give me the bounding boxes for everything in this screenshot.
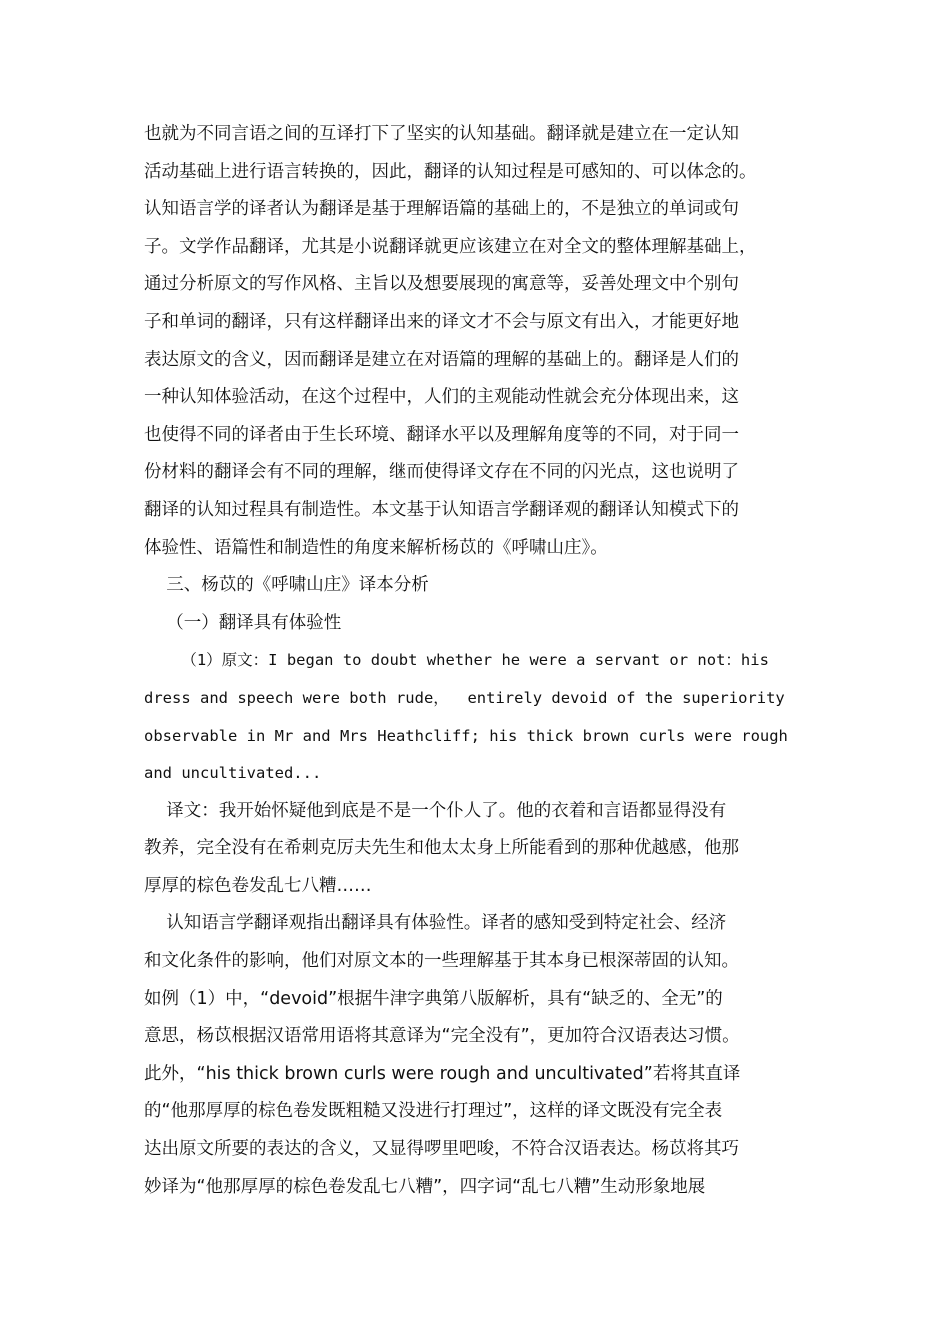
text-line: 如例（1）中，“devoid”根据牛津字典第八版解析，具有“缺乏的、全无”的	[144, 988, 723, 1009]
text-line: 一种认知体验活动，在这个过程中，人们的主观能动性就会充分体现出来，这	[144, 387, 739, 408]
document-page	[144, 116, 812, 1206]
example-translation-line: 教养，完全没有在希刺克厉夫先生和他太太身上所能看到的那种优越感，他那	[144, 838, 739, 859]
text-line: 认知语言学翻译观指出翻译具有体验性。译者的感知受到特定社会、经济	[144, 913, 727, 934]
subsection-heading: （一）翻译具有体验性	[144, 612, 342, 633]
text-line: 表达原文的含义，因而翻译是建立在对语篇的理解的基础上的。翻译是人们的	[144, 349, 739, 370]
text-line: 和文化条件的影响，他们对原文本的一些理解基于其本身已根深蒂固的认知。	[144, 951, 739, 972]
text-line: 子。文学作品翻译，尤其是小说翻译就更应该建立在对全文的整体理解基础上，	[144, 236, 757, 257]
text-line: 也就为不同言语之间的互译打下了坚实的认知基础。翻译就是建立在一定认知	[144, 124, 739, 144]
text-line: 此外，“his thick brown curls were rough and uncultivated”若将其直译	[144, 1063, 741, 1084]
text-line: 体验性、语篇性和制造性的角度来解析杨苡的《呼啸山庄》。	[144, 537, 608, 558]
text-line: 认知语言学的译者认为翻译是基于理解语篇的基础上的，不是独立的单词或句	[144, 199, 739, 220]
example-translation-line: 厚厚的棕色卷发乱七八糟……	[144, 875, 372, 896]
section-heading: 三、杨苡的《呼啸山庄》译本分析	[144, 575, 429, 596]
example-source-line: observable in Mr and Mrs Heathcliff; his thick brown curls were rough	[144, 726, 788, 745]
text-line: 翻译的认知过程具有制造性。本文基于认知语言学翻译观的翻译认知模式下的	[144, 499, 739, 520]
text-line: 达出原文所要的表达的含义，又显得啰里吧唆，不符合汉语表达。杨苡将其巧	[144, 1139, 739, 1160]
text-line: 通过分析原文的写作风格、主旨以及想要展现的寓意等，妥善处理文中个别句	[144, 274, 739, 295]
text-line: 的“他那厚厚的棕色卷发既粗糙又没进行打理过”，这样的译文既没有完全表	[144, 1101, 723, 1122]
example-source-line: dress and speech were both rude， entirely devoid of the superiority	[144, 688, 785, 707]
text-line: 子和单词的翻译，只有这样翻译出来的译文才不会与原文有出入，才能更好地	[144, 311, 739, 332]
example-translation-line: 译文：我开始怀疑他到底是不是一个仆人了。他的衣着和言语都显得没有	[144, 800, 727, 821]
text-line: 也使得不同的译者由于生长环境、翻译水平以及理解角度等的不同，对于同一	[144, 424, 739, 445]
example-source-line: （1）原文：I began to doubt whether he were a servant or not：his	[144, 651, 769, 670]
text-line: 份材料的翻译会有不同的理解，继而使得译文存在不同的闪光点，这也说明了	[144, 462, 739, 483]
text-line: 妙译为“他那厚厚的棕色卷发乱七八糟”，四字词“乱七八糟”生动形象地展	[144, 1176, 706, 1197]
example-source-line: and uncultivated...	[144, 764, 322, 783]
text-line: 活动基础上进行语言转换的，因此，翻译的认知过程是可感知的、可以体念的。	[144, 161, 757, 182]
text-line: 意思，杨苡根据汉语常用语将其意译为“完全没有”，更加符合汉语表达习惯。	[144, 1026, 740, 1047]
